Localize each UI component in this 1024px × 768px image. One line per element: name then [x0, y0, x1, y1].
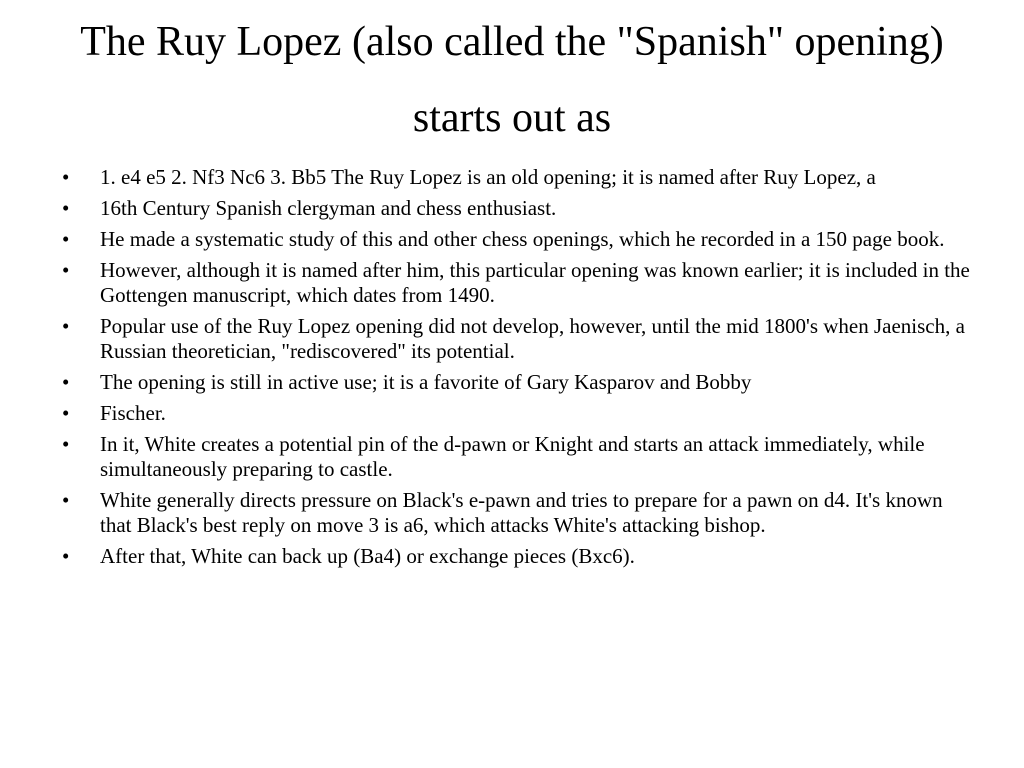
- bullet-item: • After that, White can back up (Ba4) or exchange pieces (Bxc6).: [100, 544, 970, 569]
- bullet-item: • However, although it is named after him, this particular opening was known earlier; it is included in the Gottengen manuscript, which dates from 1490.: [100, 258, 970, 308]
- bullet-list: [100, 165, 970, 575]
- bullet-item: • In it, White creates a potential pin of the d-pawn or Knight and starts an attack immediately, while simultaneously preparing to castle.: [100, 432, 970, 482]
- bullet-item: • Popular use of the Ruy Lopez opening did not develop, however, until the mid 1800's when Jaenisch, a Russian theoretician, "rediscovered" its potential.: [100, 314, 970, 364]
- bullet-item: • 1. e4 e5 2. Nf3 Nc6 3. Bb5 The Ruy Lopez is an old opening; it is named after Ruy Lopez, a: [100, 165, 970, 190]
- bullet-item: • White generally directs pressure on Black's e-pawn and tries to prepare for a pawn on d4. It's known that Black's best reply on move 3 is a6, which attacks White's attacking bishop.: [100, 488, 970, 538]
- bullet-item: • He made a systematic study of this and other chess openings, which he recorded in a 150 page book.: [100, 227, 970, 252]
- slide-title: The Ruy Lopez (also called the "Spanish" opening) starts out as: [80, 19, 944, 141]
- bullet-item: • The opening is still in active use; it is a favorite of Gary Kasparov and Bobby: [100, 370, 970, 395]
- bullet-item: • 16th Century Spanish clergyman and chess enthusiast.: [100, 196, 970, 221]
- bullet-item: • Fischer.: [100, 401, 970, 426]
